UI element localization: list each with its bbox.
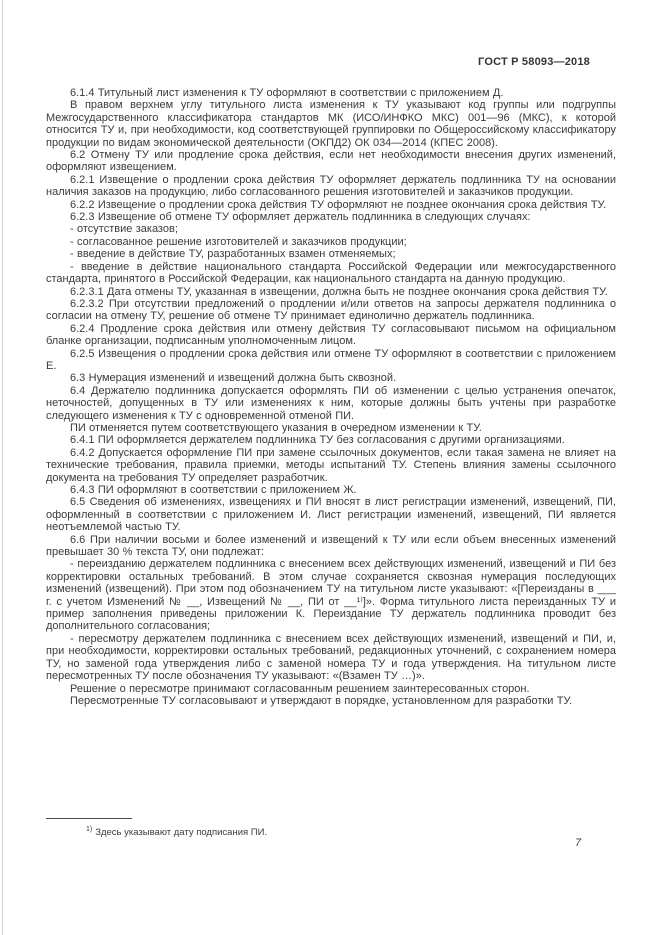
paragraph: Пересмотренные ТУ согласовывают и утверждают в порядке, установленном для разработки ТУ. [70,694,573,707]
paragraph-6-2-3-1: 6.2.3.1 Дата отмены ТУ, указанная в извещении, должна быть не позднее окончания срока действия ТУ. [70,285,608,298]
footnote-block [46,818,616,839]
paragraph-6-3: 6.3 Нумерация изменений и извещений должна быть сквозной. [70,372,397,385]
paragraph-6-2-4: 6.2.4 Продление срока действия или отмену действия ТУ согласовывают письмом на официальном бланке организации, подписанным уполномоченным лицом. [46,322,616,348]
paragraph-6-4: 6.4 Держателю подлинника допускается оформлять ПИ об изменении с целью устранения опечаток, неточностей, допущенных в ТУ или изменениях к ним, которые должны быть учтены при разработке следующего изменения к ТУ с одновременной отменой ПИ. [46,384,616,422]
list-item: - введение в действие ТУ, разработанных взамен отменяемых; [70,248,396,261]
paragraph-6-4-2: 6.4.2 Допускается оформление ПИ при замене ссылочных документов, если такая замена не влияет на технические требования, правила приемки, методы испытаний ТУ. Степень влияния замены ссылочного документа на требования ТУ определяет разработчик. [46,446,616,484]
paragraph-6-1-4: 6.1.4 Титульный лист изменения к ТУ оформляют в соответствии с приложением Д. [70,87,504,99]
list-item: - введение в действие национального стандарта Российской Федерации или межгосударственного стандарта, принятого в Российской Федерации, как национального стандарта на данную продукцию. [46,260,616,286]
page-number: 7 [575,837,582,849]
document-body [46,87,616,707]
list-item: - переизданию держателем подлинника с внесением всех действующих изменений, извещений и ПИ без корректировки остальных требований. В этом случае сохраняется сквозная нумерация последующих изменений (извещений). При этом под обозначением ТУ на титульном листе указывают: «[Переизданы в ___ г. с учетом Изменений № __, Извещений № __, ПИ от __¹⁾]». Форма титульного листа переизданных ТУ и пример заполнения приведены приложении К. Переиздание ТУ держатель подлинника проводит без дополнительного согласования; [46,558,616,633]
scan-edge-line [2,0,3,935]
paragraph-6-2: 6.2 Отмену ТУ или продление срока действия, если нет необходимости внесения других изменений, оформляют извещением. [46,149,616,174]
standard-designation: ГОСТ Р 58093—2018 [478,56,590,68]
footnote [46,824,616,839]
paragraph-6-4-1: 6.4.1 ПИ оформляется держателем подлинника ТУ без согласования с другими организациями. [70,434,565,447]
footnote-marker: 1) [86,826,93,833]
paragraph: В правом верхнем углу титульного листа изменения к ТУ указывают код группы или подгруппы Межгосударственного классификатора стандартов МК (ИСО/ИНФКО МКС) 001—96 (МКС), к которой относится ТУ и, при необходимости, код соответствующей группировки по Общероссийскому классификатору продукции по видам экономической деятельности (ОКПД2) ОК 034—2014 (КПЕС 2008). [46,99,616,149]
paragraph-6-2-5: 6.2.5 Извещения о продлении срока действия или отмене ТУ оформляют в соответствии с приложением Е. [46,347,616,372]
footnote-text: Здесь указывают дату подписания ПИ. [95,827,268,839]
paragraph: ПИ отменяется путем соответствующего указания в очередном изменении к ТУ. [70,421,482,434]
list-item: - согласованное решение изготовителей и заказчиков продукции; [70,235,407,248]
paragraph-6-6: 6.6 При наличии восьми и более изменений и извещений к ТУ или если объем внесенных изменений превышает 30 % текста ТУ, они подлежат: [46,533,616,559]
paragraph-6-2-3-2: 6.2.3.2 При отсутствии предложений о продлении и/или ответов на запросы держателя подлинника о согласии на отмену ТУ, решение об отмене ТУ принимает единолично держатель подлинника. [46,297,616,323]
paragraph-6-2-1: 6.2.1 Извещение о продлении срока действия ТУ оформляет держатель подлинника ТУ на основании наличия заказов на продукцию, либо согласованного решения изготовителей и заказчиков продукции. [46,173,616,199]
paragraph-6-2-2: 6.2.2 Извещение о продлении срока действия ТУ оформляют не позднее окончания срока действия ТУ. [70,198,607,211]
paragraph-6-2-3: 6.2.3 Извещение об отмене ТУ оформляет держатель подлинника в следующих случаях: [70,211,531,224]
paragraph: Решение о пересмотре принимают согласованным решением заинтересованных сторон. [70,682,530,695]
list-item: - пересмотру держателем подлинника с внесением всех действующих изменений, извещений и ПИ, и, при необходимости, корректировки остальных требований, редакционных уточнений, с сохранением номера ТУ, но заменой года утверждения либо с заменой номера ТУ и года утверждения. На титульном листе пересмотренных ТУ после обозначения ТУ указывают: «(Взамен ТУ …)». [46,632,616,683]
list-item: - отсутствие заказов; [70,223,178,236]
footnote-separator [46,818,132,819]
paragraph-6-4-3: 6.4.3 ПИ оформляют в соответствии с приложением Ж. [70,484,357,496]
paragraph-6-5: 6.5 Сведения об изменениях, извещениях и ПИ вносят в лист регистрации изменений, извещений, ПИ, оформленный в соответствии с приложением И. Лист регистрации изменений, извещений, ПИ является неотъемлемой частью ТУ. [46,496,616,534]
